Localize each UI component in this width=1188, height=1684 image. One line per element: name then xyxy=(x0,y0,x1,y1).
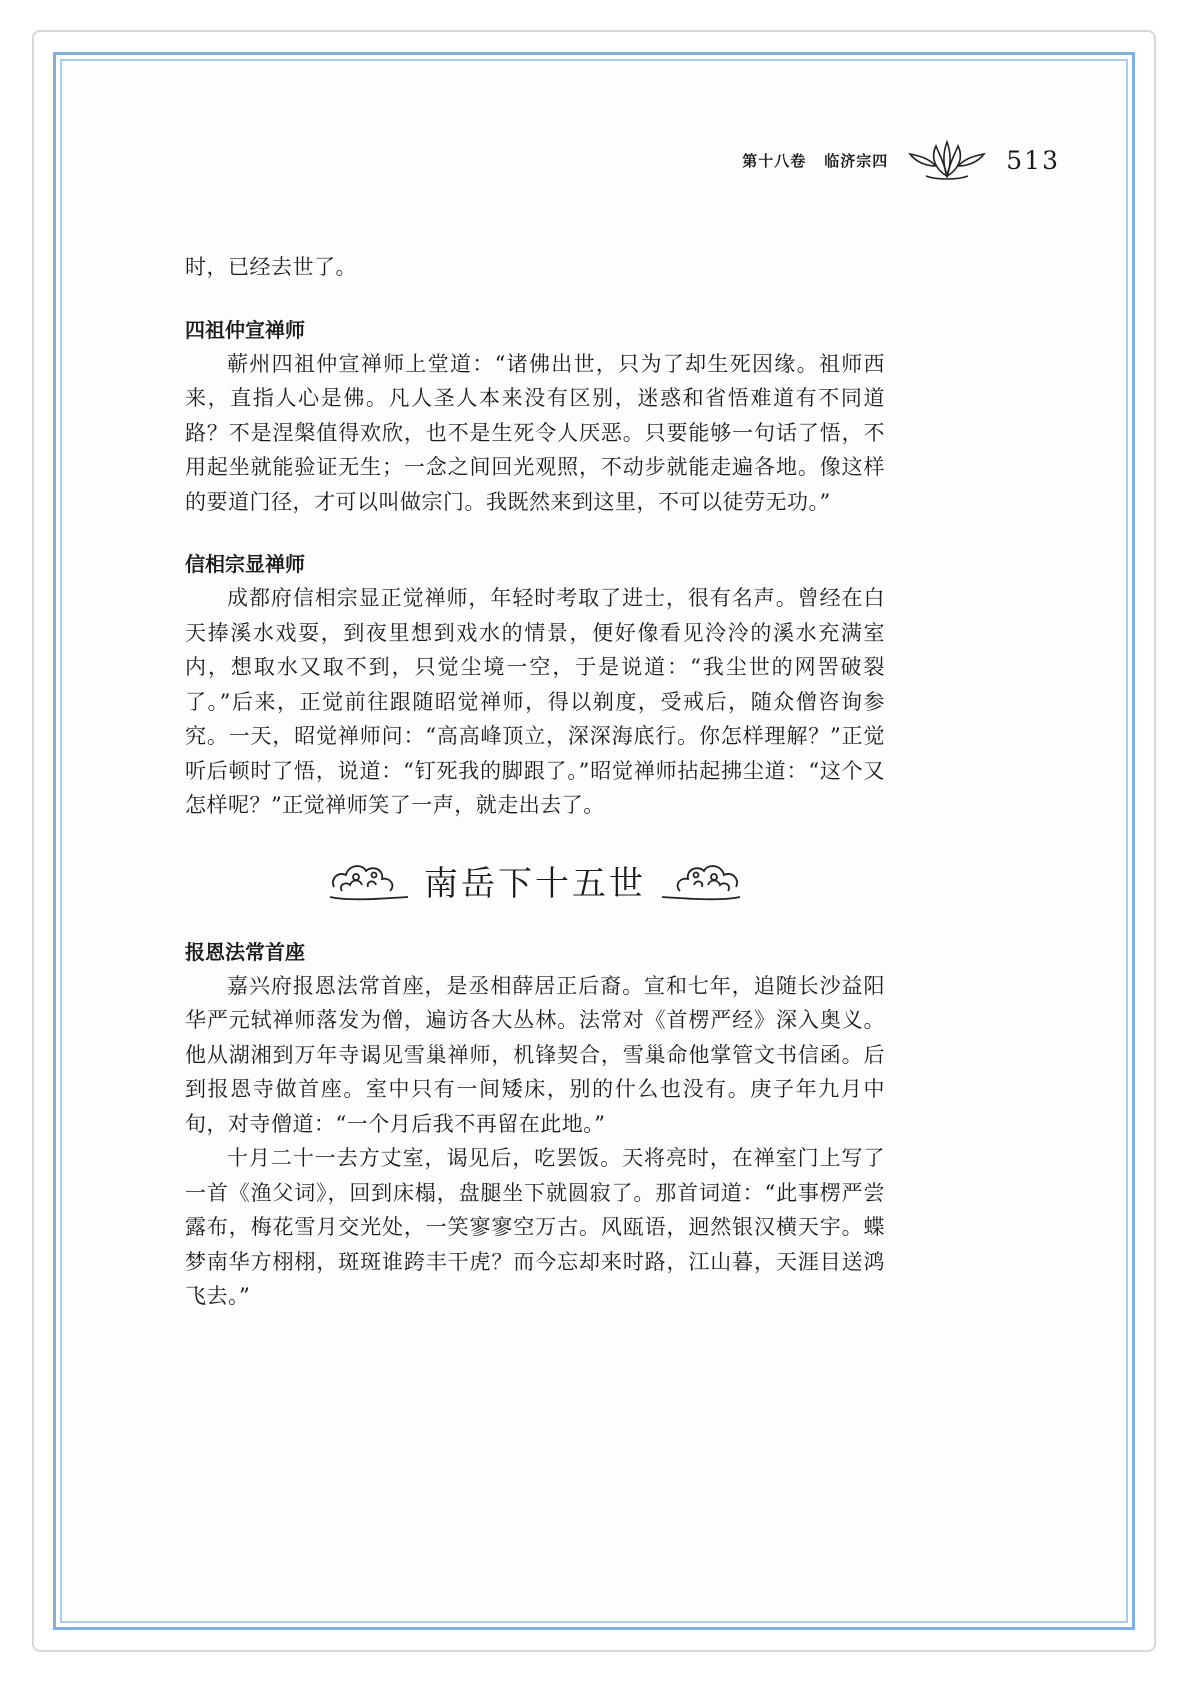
section-heading: 四祖仲宣禅师 xyxy=(185,317,305,342)
section-paragraph: 十月二十一去方丈室，谒见后，吃罢饭。天将亮时，在禅室门上写了一首《渔父词》，回到床榻，盘腿坐下就圆寂了。那首词道：“此事楞严尝露布，梅花雪月交光处，一笑寥寥空万古。风瓯语，迥然银汉横天宇。蝶梦南华方栩栩，斑斑谁跨丰干虎？而今忘却来时路，江山暮，天涯目送鸿飞去。” xyxy=(185,1146,885,1308)
cloud-ornament-icon xyxy=(660,857,742,905)
intro-paragraph: 时，已经去世了。 xyxy=(185,255,357,279)
page-content xyxy=(185,250,885,1314)
section-paragraph: 成都府信相宗显正觉禅师，年轻时考取了进士，很有名声。曾经在白天捧溪水戏耍，到夜里想到戏水的情景，便好像看见泠泠的溪水充满室内，想取水又取不到，只觉尘境一空，于是说道：“我尘世的网罟破裂了。”后来，正觉前往跟随昭觉禅师，得以剃度，受戒后，随众僧咨询参究。一天，昭觉禅师问：“高高峰顶立，深深海底行。你怎样理解？”正觉听后顿时了悟，说道：“钉死我的脚跟了。”昭觉禅师拈起拂尘道：“这个又怎样呢？”正觉禅师笑了一声，就走出去了。 xyxy=(185,586,885,817)
section-paragraph: 蕲州四祖仲宣禅师上堂道：“诸佛出世，只为了却生死因缘。祖师西来，直指人心是佛。凡人圣人本来没有区别，迷惑和省悟难道有不同道路？不是涅槃值得欢欣，也不是生死令人厌恶。只要能够一句话了悟，不用起坐就能验证无生；一念之间回光观照，不动步就能走遍各地。像这样的要道门径，才可以叫做宗门。我既然来到这里，不可以徒劳无功。” xyxy=(185,351,885,514)
running-header xyxy=(742,136,1060,184)
generation-title-text: 南岳下十五世 xyxy=(424,864,646,904)
header-volume: 第十八卷 xyxy=(742,151,807,170)
header-chapter: 临济宗四 xyxy=(824,151,889,170)
section-heading: 信相宗显禅师 xyxy=(185,552,305,576)
section-paragraph: 嘉兴府报恩法常首座，是丞相薛居正后裔。宣和七年，追随长沙益阳华严元轼禅师落发为僧，遍访各大丛林。法常对《首楞严经》深入奥义。他从湖湘到万年寺谒见雪巢禅师，机锋契合，雪巢命他掌管文书信函。后到报恩寺做首座。室中只有一间矮床，别的什么也没有。庚子年九月中旬，对寺僧道：“一个月后我不再留在此地。” xyxy=(185,973,885,1136)
page-number: 513 xyxy=(1006,145,1060,175)
generation-title xyxy=(185,851,885,911)
cloud-ornament-icon xyxy=(328,857,410,905)
section-heading: 报恩法常首座 xyxy=(185,939,305,964)
lotus-ornament-icon xyxy=(906,136,988,184)
